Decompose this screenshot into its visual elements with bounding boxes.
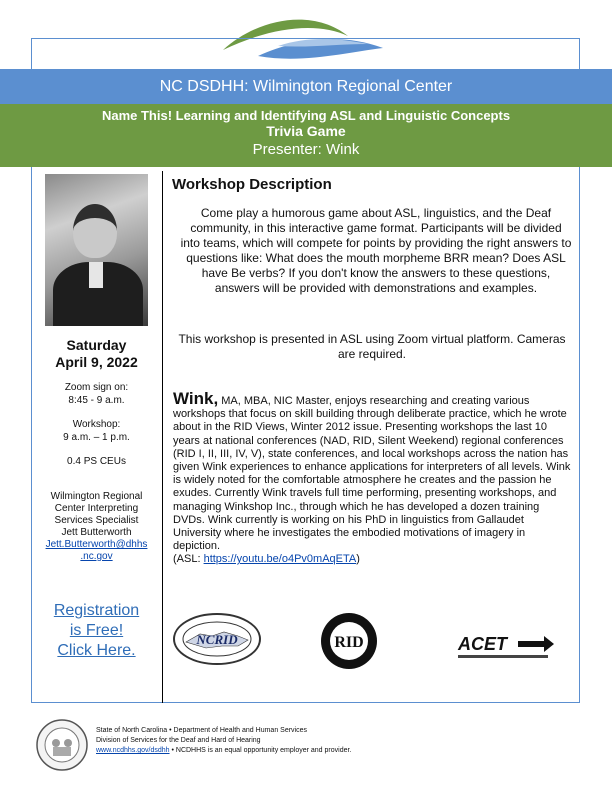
contact-block bbox=[33, 491, 160, 563]
center-title-band bbox=[0, 69, 612, 104]
workshop-description: Come play a humorous game about ASL, linguistics, and the Deaf community, in this interactive game format. Participants will be divided into teams, which will compete for points by providing the right answers to questions like: What does the mouth morpheme BRR mean? Does ASL have Be verbs? If you don't know the answers to these questions, answers will be provided with demonstrations and examples. bbox=[180, 206, 572, 295]
reg-line1: Registration bbox=[53, 602, 140, 619]
platform-note: This workshop is presented in ASL using Zoom virtual platform. Cameras are required. bbox=[178, 332, 566, 361]
asl-suffix: ) bbox=[356, 553, 360, 566]
bio-name: Wink, bbox=[173, 389, 219, 408]
zoom-signon bbox=[33, 381, 160, 407]
footer bbox=[96, 726, 351, 756]
zoom-label: Zoom sign on: bbox=[64, 382, 129, 393]
nc-state-seal bbox=[36, 719, 88, 771]
contact-email-link[interactable] bbox=[33, 539, 160, 563]
asl-video-link[interactable]: https://youtu.be/o4Pv0mAqETA bbox=[203, 553, 357, 566]
ncrid-logo bbox=[172, 612, 262, 666]
presenter-photo bbox=[45, 174, 148, 326]
reg-line3: Click Here. bbox=[57, 642, 136, 659]
footer-line3 bbox=[96, 746, 351, 756]
bio-text: MA, MBA, NIC Master, enjoys researching and creating various workshops that focus on skill building through deliberate practice, which he wrote about in the RID Views, Winter 2012 issue. Presenting workshops the last 10 years at national conferences (NAD, RID, Silent Weekend) regional conferences (RID I, II, III, IV, V), state conferences, and local workshops across the nation has given Wink experiences to enhance applications for interpreters of all levels. Wink is widely noted for the comfortable atmosphere he creates and the passion he exudes. Currently Wink travels full time performing, presenting workshops, and managing Winkshop Inc., through which he has developed a dozen training DVDs. Wink currently is working on his PhD in linguistics from Gallaudet University where he investigates the embodied motivations of imagery in depiction. bbox=[173, 395, 571, 553]
zoom-time: 8:45 - 9 a.m. bbox=[68, 395, 125, 406]
ncrid-text: NCRID bbox=[196, 632, 238, 647]
event-subtitle: Trivia Game bbox=[266, 123, 346, 139]
registration-link[interactable] bbox=[33, 601, 160, 661]
workshop-time: 9 a.m. – 1 p.m. bbox=[63, 432, 130, 443]
footer-line1: State of North Carolina • Department of Health and Human Services bbox=[96, 727, 307, 734]
rid-logo bbox=[320, 612, 378, 670]
ceus: 0.4 PS CEUs bbox=[67, 456, 126, 467]
rid-text: RID bbox=[334, 634, 364, 651]
contact-line1: Wilmington Regional bbox=[50, 491, 143, 502]
asl-prefix: (ASL: bbox=[173, 553, 204, 566]
section-title: Workshop Description bbox=[172, 176, 332, 193]
email-line2: .nc.gov bbox=[80, 551, 113, 562]
email-line1: Jett.Butterworth@dhhs bbox=[45, 539, 148, 550]
event-day: Saturday bbox=[66, 337, 127, 353]
presenter: Presenter: Wink bbox=[252, 141, 360, 158]
footer-line2: Division of Services for the Deaf and Hard of Hearing bbox=[96, 737, 261, 744]
contact-line2: Center Interpreting bbox=[54, 503, 139, 514]
event-title: Name This! Learning and Identifying ASL and Linguistic Concepts bbox=[101, 108, 511, 123]
presenter-bio bbox=[173, 389, 573, 567]
column-divider bbox=[162, 171, 163, 703]
contact-line3: Services Specialist bbox=[54, 515, 139, 526]
event-date: April 9, 2022 bbox=[55, 354, 138, 370]
event-title-band bbox=[0, 104, 612, 167]
workshop-time-block bbox=[33, 418, 160, 444]
center-title: NC DSDHH: Wilmington Regional Center bbox=[159, 78, 453, 95]
workshop-label: Workshop: bbox=[72, 419, 121, 430]
footer-line3-suffix: • NCDHHS is an equal opportunity employer and provider. bbox=[169, 747, 352, 754]
acet-logo bbox=[456, 630, 556, 662]
footer-website-link[interactable]: www.ncdhhs.gov/dsdhh bbox=[96, 747, 170, 754]
reg-line2: is Free! bbox=[69, 622, 124, 639]
acet-text: ACET bbox=[458, 634, 507, 654]
contact-name: Jett Butterworth bbox=[61, 527, 132, 538]
